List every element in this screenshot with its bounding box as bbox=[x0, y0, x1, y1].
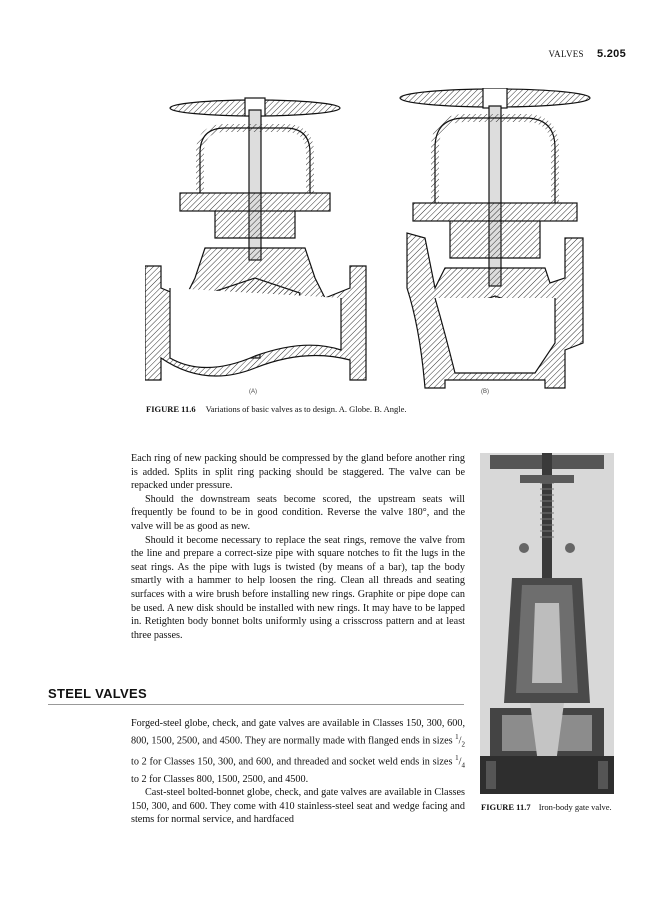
paragraph-text: Forged-steel globe, check, and gate valves are available in Classes 150, 300, 600, 800, 1500, 2500, and 4500. They are normally made with flanged ends in sizes bbox=[131, 718, 465, 746]
section-divider bbox=[48, 704, 464, 705]
fraction-denominator: 4 bbox=[461, 761, 465, 770]
paragraph: Each ring of new packing should be compressed by the gland before another ring is added. Splits in split ring packing should be staggered. The valve can be repacked under pressure. bbox=[131, 453, 465, 492]
figure-11-7-label: FIGURE 11.7 bbox=[481, 802, 531, 812]
angle-valve-drawing bbox=[400, 88, 590, 388]
figure-11-6-label: FIGURE 11.6 bbox=[146, 404, 196, 414]
figure-11-6-drawing bbox=[145, 88, 625, 400]
body-text-section-2 bbox=[131, 717, 465, 827]
subfigure-label-a: (A) bbox=[249, 389, 257, 395]
section-heading: STEEL VALVES bbox=[48, 686, 147, 701]
paragraph-text: to 2 for Classes 150, 300, and 600, and threaded and socket weld ends in sizes bbox=[131, 756, 456, 767]
running-head bbox=[549, 48, 626, 60]
fraction-denominator: 2 bbox=[461, 740, 465, 749]
paragraph: Should the downstream seats become scored, the upstream seats will frequently be found to be in good condition. Reverse the valve 180°, and the valve will be as good as new. bbox=[131, 493, 465, 532]
figure-11-6-caption bbox=[146, 404, 406, 414]
paragraph: Should it become necessary to replace the seat rings, remove the valve from the line and prepare a correct-size pipe with square notches to fit the lugs in the seat rings. As the pipe with lugs is twisted (by means of a bar), tap the body smartly with a hammer to help loosen the ring. Clean all threads and seating surfaces with a wire brush before installing new rings. Graphite or pipe dope can be used. A new disk should be installed with new rings. It may have to be lapped in. Retighten body bonnet bolts uniformly using a crisscross pattern and at least three passes. bbox=[131, 534, 465, 641]
gate-valve-photo-svg bbox=[480, 453, 614, 794]
figure-11-7-text: Iron-body gate valve. bbox=[538, 802, 612, 812]
paragraph-text: to 2 for Classes 800, 1500, 2500, and 4500. bbox=[131, 773, 309, 785]
globe-valve-drawing bbox=[145, 98, 366, 380]
paragraph: Forged-steel globe, check, and gate valves are available in Classes 150, 300, 600, 800, 1500, 2500, and 4500. They are normally made with flanged ends in sizes $^1/_2$ to 2 for Classes 150, 300, and 600, and threaded and socket weld ends in sizes $^1/_4$ to 2 for Classes 800, 1500, 2500, and 4500. bbox=[131, 718, 465, 785]
figure-11-7-caption bbox=[481, 802, 615, 813]
subfigure-label-b: (B) bbox=[481, 389, 489, 395]
body-text-section-1 bbox=[131, 452, 465, 642]
figure-11-7-photo bbox=[480, 453, 614, 794]
running-head-section: VALVES bbox=[548, 49, 584, 59]
valve-drawings-svg bbox=[145, 88, 625, 400]
paragraph: Cast-steel bolted-bonnet globe, check, and gate valves are available in Classes 150, 300, and 600. They come with 410 stainless-steel seat and wedge facing and stems for normal service, and hardfaced bbox=[131, 787, 465, 826]
figure-11-6-text: Variations of basic valves as to design. A. Globe. B. Angle. bbox=[205, 404, 407, 414]
fraction-numerator: 1 bbox=[455, 753, 459, 762]
fraction-numerator: 1 bbox=[455, 732, 459, 741]
page-number: 5.205 bbox=[596, 48, 626, 60]
